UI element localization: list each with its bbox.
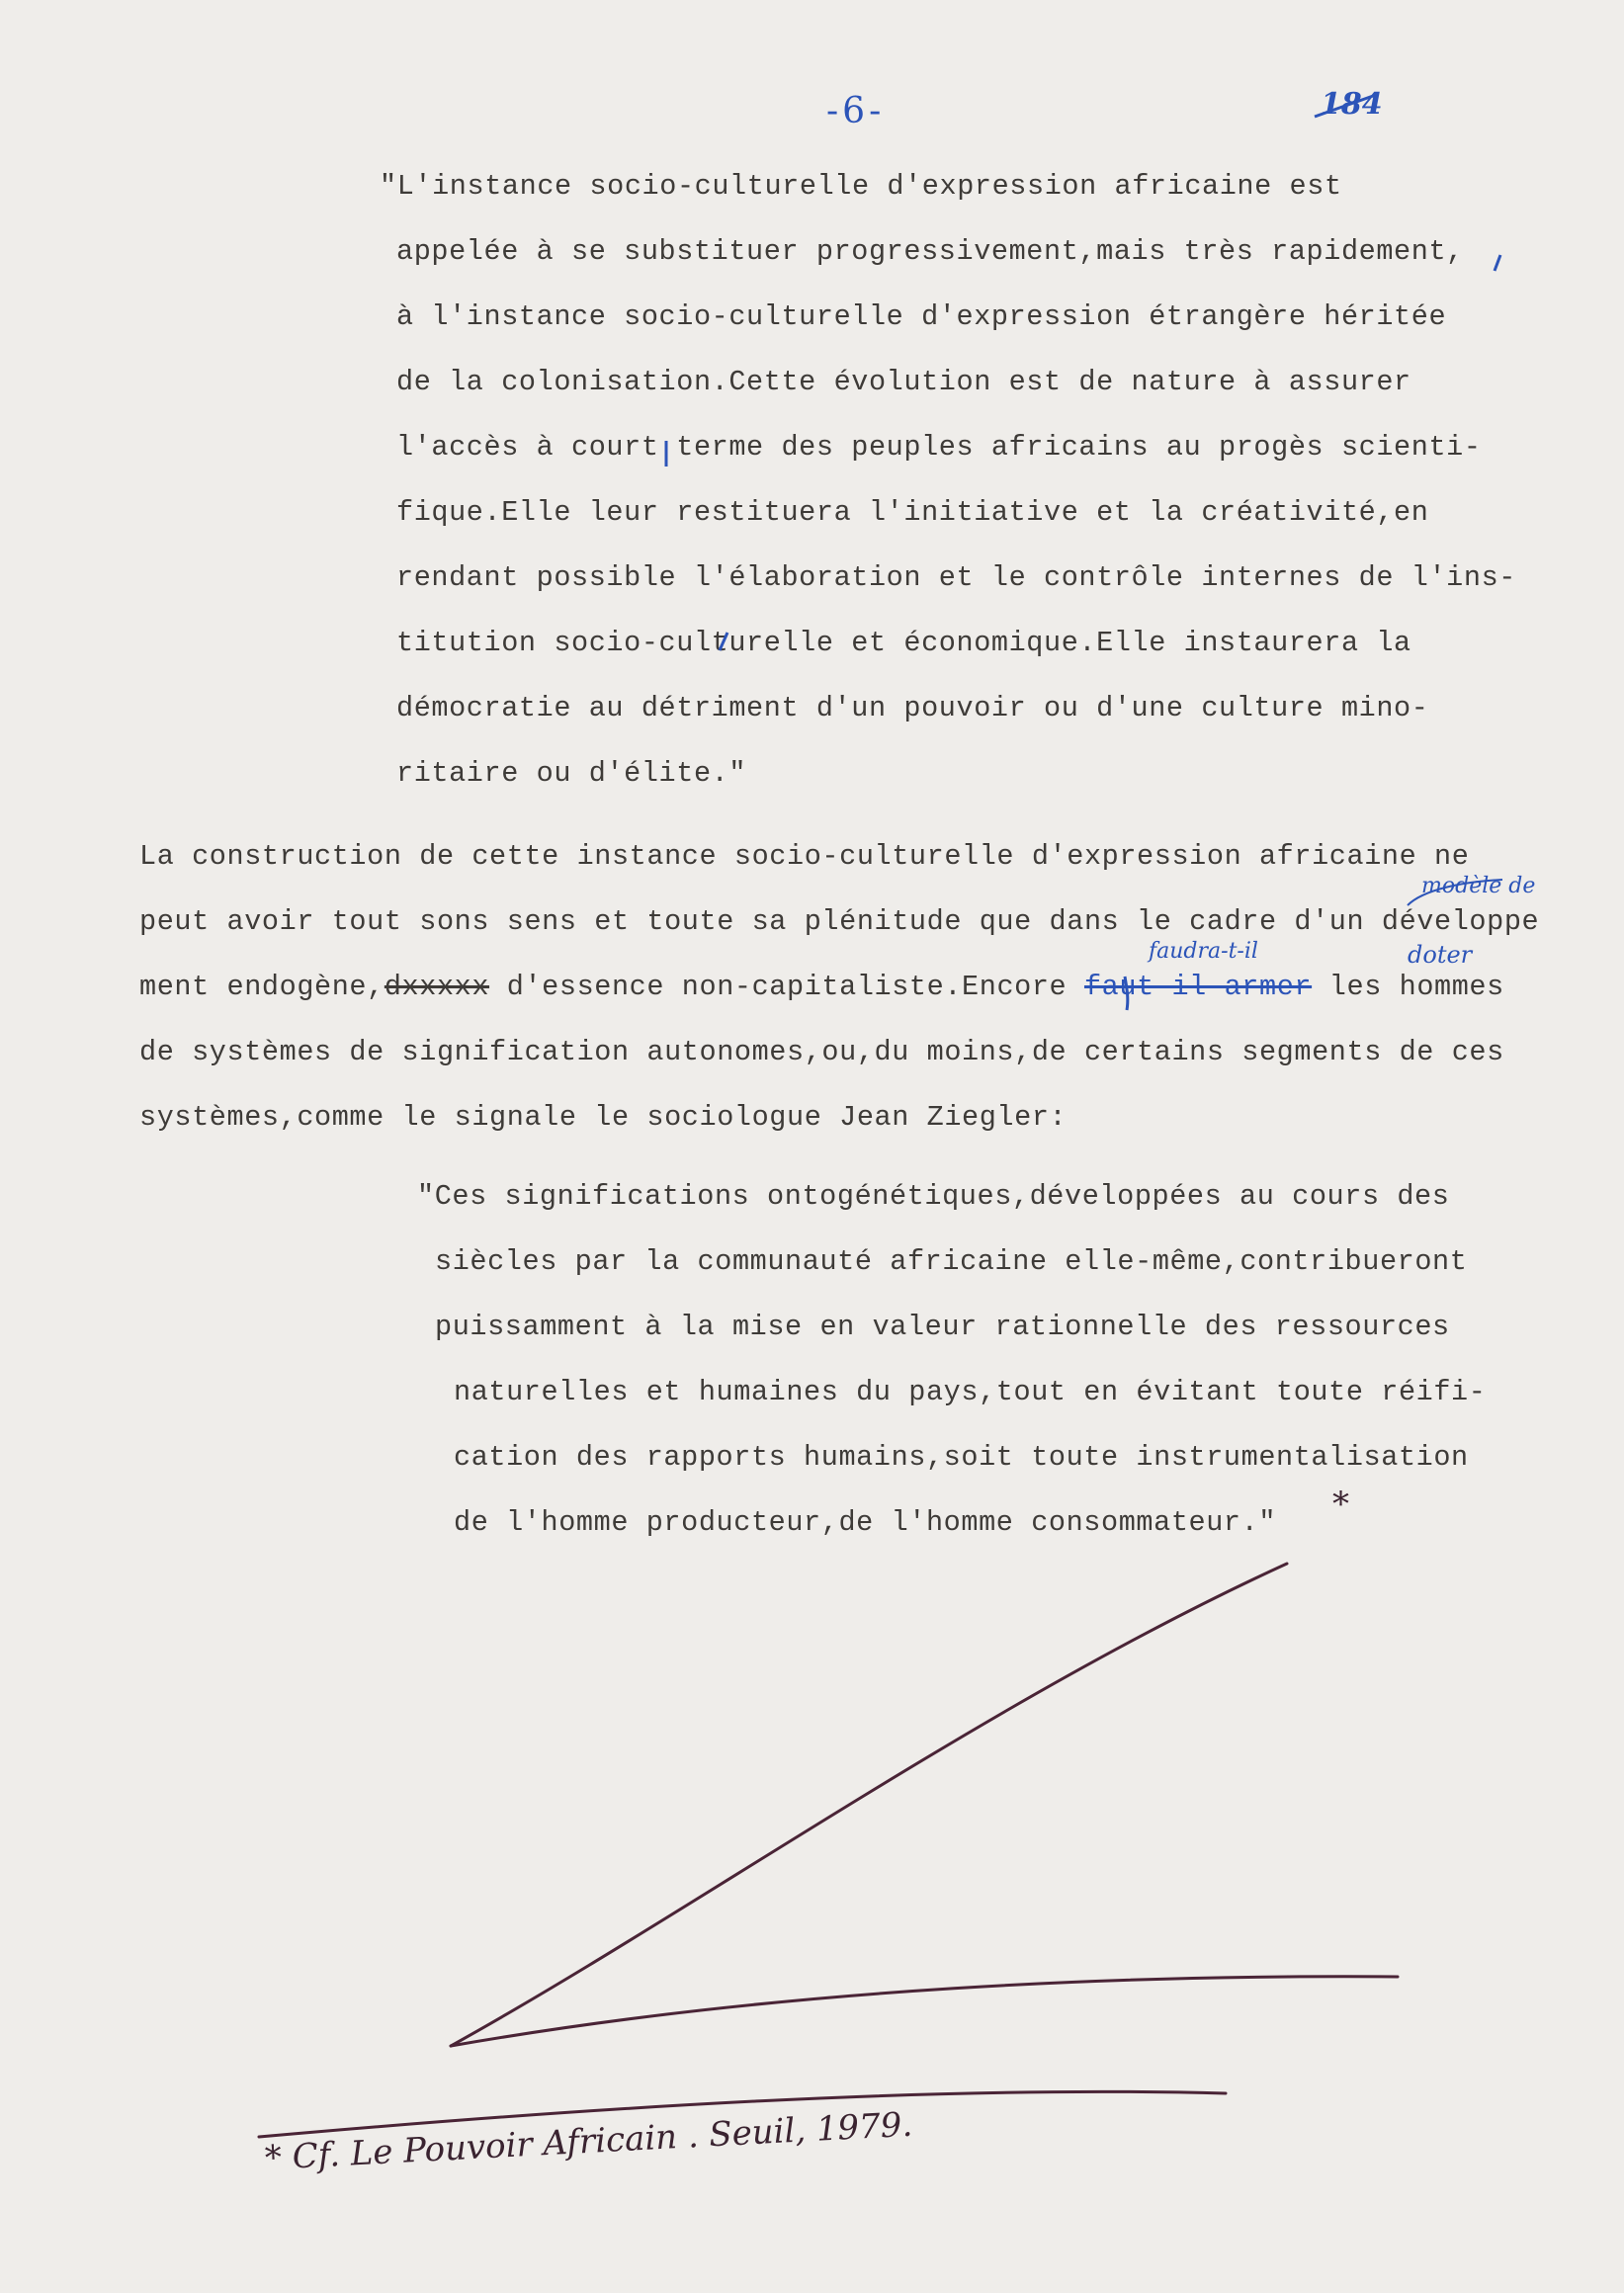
handwritten-insert-doter: doter (1408, 941, 1473, 969)
paragraph-text: ment endogène, (139, 971, 385, 1003)
quote1-line: titution socio-culturelle et économique.Elle instaurera la (396, 627, 1411, 659)
quote1-line: "L'instance socio-culturelle d'expression africaine est (380, 170, 1342, 203)
quote2-line: cation des rapports humains,soit toute instrumentalisation (454, 1441, 1469, 1474)
quote1-line: appelée à se substituer progressivement,mais très rapidement, (396, 235, 1464, 268)
quote1-line: l'accès à court terme des peuples africains au progès scienti- (396, 431, 1482, 464)
archive-number: 184 (1321, 87, 1383, 122)
paragraph-text: les hommes (1312, 971, 1504, 1003)
quote1-line: rendant possible l'élaboration et le contrôle internes de l'ins- (396, 561, 1516, 594)
quote2-line: puissamment à la mise en valeur rationnelle des ressources (435, 1311, 1450, 1343)
struck-phrase: faut-il armer (1083, 971, 1313, 1003)
quote1-line: à l'instance socio-culturelle d'expression étrangère héritée (396, 300, 1447, 333)
paragraph-line: peut avoir tout sons sens et toute sa plénitude que dans le cadre d'un développe (139, 905, 1540, 938)
handwritten-insert-modele: modèle de (1421, 874, 1536, 898)
blank-space-strike-base (451, 1977, 1398, 2046)
quote2-line: de l'homme producteur,de l'homme consommateur." (454, 1506, 1277, 1539)
quote1-line: fique.Elle leur restituera l'initiative et la créativité,en (396, 496, 1429, 529)
quote2-line: "Ces significations ontogénétiques,développées au cours des (417, 1180, 1450, 1213)
struck-word: dxxxxx (384, 971, 490, 1003)
quote2-line: naturelles et humaines du pays,tout en évitant toute réifi- (454, 1376, 1487, 1408)
footnote-asterisk: * (1332, 1485, 1349, 1524)
quote1-line: démocratie au détriment d'un pouvoir ou d'une culture mino- (396, 692, 1429, 724)
paragraph-line-3 (139, 971, 1504, 1004)
quote1-line: de la colonisation.Cette évolution est de nature à assurer (396, 366, 1411, 398)
paragraph-line: La construction de cette instance socio-culturelle d'expression africaine ne (139, 840, 1470, 873)
paragraph-line: systèmes,comme le signale le sociologue Jean Ziegler: (139, 1101, 1068, 1134)
paragraph-line: de systèmes de signification autonomes,ou,du moins,de certains segments de ces (139, 1036, 1504, 1068)
paragraph-text: d'essence non-capitaliste.Encore (489, 971, 1084, 1003)
page-number: -6- (826, 91, 886, 131)
quote2-line: siècles par la communauté africaine elle-même,contribueront (435, 1245, 1468, 1278)
handwritten-insert-faudra: faudra-t-il (1149, 939, 1258, 964)
quote1-line: ritaire ou d'élite." (396, 757, 747, 790)
blank-space-strike-diagonal (451, 1564, 1287, 2046)
footnote-handwritten: * Cf. Le Pouvoir Africain . Seuil, 1979. (263, 2104, 914, 2178)
